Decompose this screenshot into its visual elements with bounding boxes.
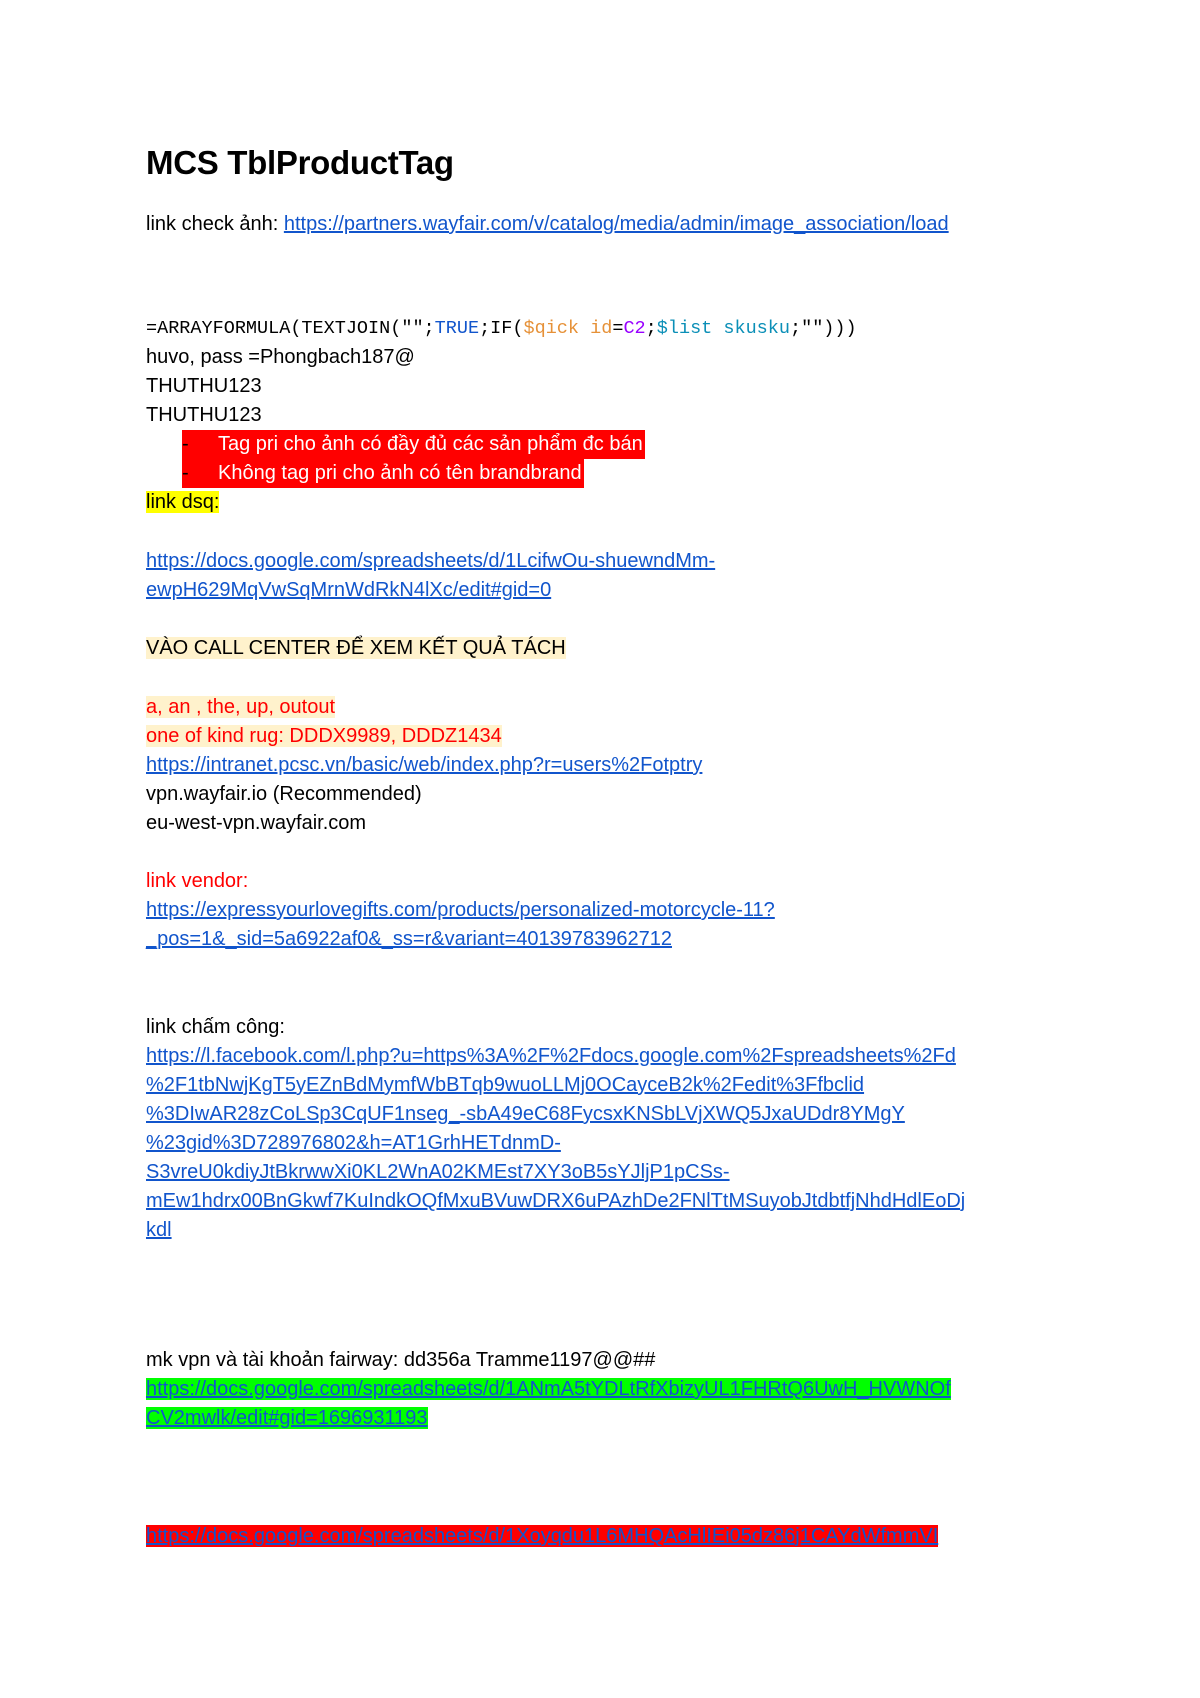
vendor-link-line-1: [146, 896, 775, 925]
fairway-link[interactable]: CV2mwlk/edit#gid=1696931193: [146, 1407, 428, 1429]
check-image-line: [146, 210, 949, 239]
attendance-label: link chấm công:: [146, 1016, 285, 1038]
attendance-link-line: [146, 1187, 965, 1216]
formula-range-qick: $qick id: [523, 318, 613, 339]
formula-part: ;IF(: [479, 318, 524, 339]
fairway-link-line-1: [146, 1375, 951, 1404]
intranet-link[interactable]: https://intranet.pcsc.vn/basic/web/index.php?r=users%2Fotptry: [146, 754, 703, 776]
bottom-link-line: [146, 1522, 938, 1551]
vpn-line-2: eu-west-vpn.wayfair.com: [146, 812, 367, 834]
bullet-item: [182, 430, 645, 459]
articles-note: a, an , the, up, outout: [146, 696, 336, 718]
formula-cell-ref: C2: [623, 318, 646, 339]
attendance-link-line: [146, 1100, 905, 1129]
bullet-marker: -: [182, 462, 189, 484]
dsq-line: [146, 488, 219, 517]
dsq-label: link dsq:: [146, 491, 220, 513]
one-of-kind-note: one of kind rug: DDDX9989, DDDZ1434: [146, 725, 502, 747]
bullet-text: Không tag pri cho ảnh có tên brandbrand: [218, 462, 582, 484]
call-center-line: [146, 634, 566, 663]
attendance-link[interactable]: %23gid%3D728976802&h=AT1GrhHETdnmD-: [146, 1132, 561, 1154]
attendance-link-line: [146, 1042, 956, 1071]
attendance-link[interactable]: %2F1tbNwjKgT5yEZnBdMymfWbBTqb9wuoLLMj0OCayceB2k%2Fedit%3Ffbclid: [146, 1074, 865, 1096]
dsq-link[interactable]: https://docs.google.com/spreadsheets/d/1LcifwOu-shuewndMm-: [146, 550, 716, 572]
formula-part: ;""))): [790, 318, 857, 339]
formula-range-list: $list skusku: [656, 318, 790, 339]
credentials-line: huvo, pass =Phongbach187@: [146, 346, 415, 368]
code-line: THUTHU123: [146, 404, 262, 426]
bullet-text: Tag pri cho ảnh có đầy đủ các sản phẩm đc bán: [218, 433, 643, 455]
attendance-link[interactable]: S3vreU0kdiyJtBkrwwXi0KL2WnA02KMEst7XY3oB5sYJljP1pCSs-: [146, 1161, 730, 1183]
vendor-link[interactable]: https://expressyourlovegifts.com/products/personalized-motorcycle-11?: [146, 899, 775, 921]
formula-part: ;: [645, 318, 657, 339]
fairway-link-line-2: [146, 1404, 428, 1433]
vpn-line-1: vpn.wayfair.io (Recommended): [146, 783, 422, 805]
attendance-link-line: [146, 1158, 730, 1187]
dsq-link-line-2: [146, 576, 551, 605]
attendance-link[interactable]: kdl: [146, 1219, 172, 1241]
call-center-note: VÀO CALL CENTER ĐỂ XEM KẾT QUẢ TÁCH: [146, 637, 566, 659]
articles-line: [146, 693, 335, 722]
vendor-label: link vendor:: [146, 870, 249, 892]
formula-line: [146, 314, 857, 343]
attendance-link[interactable]: mEw1hdrx00BnGkwf7KuIndkOQfMxuBVuwDRX6uPAzhDe2FNlTtMSuyobJtdbtfjNhdHdlEoDj: [146, 1190, 966, 1212]
vendor-link[interactable]: _pos=1&_sid=5a6922af0&_ss=r&variant=40139783962712: [146, 928, 672, 950]
check-image-link[interactable]: https://partners.wayfair.com/v/catalog/media/admin/image_association/load: [283, 213, 949, 235]
page-title: MCS TblProductTag: [146, 144, 454, 181]
bullet-marker: -: [182, 433, 189, 455]
attendance-link[interactable]: %3DIwAR28zCoLSp3CqUF1nseg_-sbA49eC68FycsxKNSbLVjXWQ5JxaUDdr8YMgY: [146, 1103, 905, 1125]
dsq-link-line-1: [146, 547, 715, 576]
bottom-link[interactable]: https://docs.google.com/spreadsheets/d/1Xoyqdu1L6MHQAcHlIEi05dz86j1CAYdWfmmVI: [146, 1525, 939, 1547]
attendance-link[interactable]: https://l.facebook.com/l.php?u=https%3A%2F%2Fdocs.google.com%2Fspreadsheets%2Fd: [146, 1045, 956, 1067]
intranet-line: [146, 751, 702, 780]
code-line: THUTHU123: [146, 375, 262, 397]
dsq-link[interactable]: ewpH629MqVwSqMrnWdRkN4lXc/edit#gid=0: [146, 579, 552, 601]
check-image-label: link check ảnh:: [146, 213, 284, 235]
attendance-link-line: [146, 1216, 172, 1245]
formula-true: TRUE: [434, 318, 480, 339]
fairway-label: mk vpn và tài khoản fairway: dd356a Tramme1197@@##: [146, 1349, 656, 1371]
formula-part: =: [612, 318, 624, 339]
bullet-item: [182, 459, 584, 488]
attendance-link-line: [146, 1129, 561, 1158]
vendor-link-line-2: [146, 925, 672, 954]
fairway-link[interactable]: https://docs.google.com/spreadsheets/d/1ANmA5tYDLtRfXbizyUL1FHRtQ6UwH_HVWNOf: [146, 1378, 951, 1400]
one-of-kind-line: [146, 722, 502, 751]
formula-part: =ARRAYFORMULA(TEXTJOIN("";: [146, 318, 435, 339]
attendance-link-line: [146, 1071, 864, 1100]
